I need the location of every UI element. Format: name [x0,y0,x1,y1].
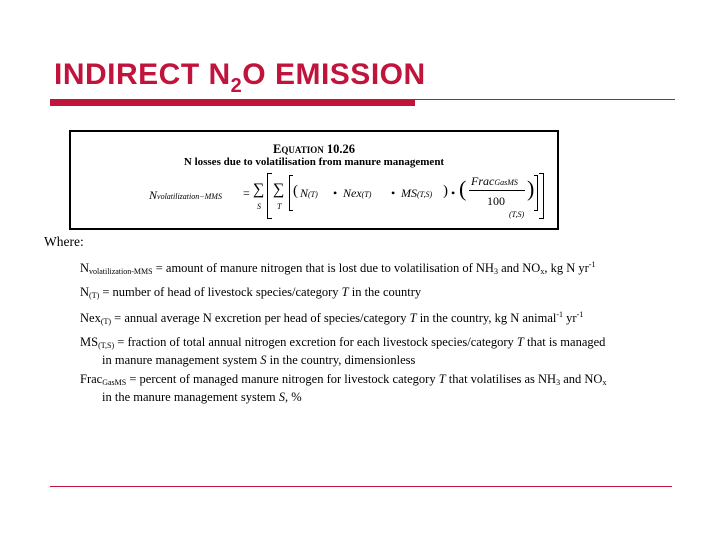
slide-title: INDIRECT $N_2O$ EMISSION [54,58,426,97]
where-label: Where: [44,234,84,249]
sum-outer-index: S [257,202,261,211]
dot-2: • [391,186,396,200]
nex-term: Nex(T) [343,186,372,200]
title-underline-thin [415,99,675,100]
definition-n-volatilization: $N_{volatilization-MMS}$ = amount of manure nitrogen that is lost due to volatilisation of $NH_3$ and $NO_x$, kg N $yr^{-1}$ [80,260,596,276]
equation-subtitle: N losses due to volatilisation from manure management [183,156,445,168]
definition-frac-gasms: Frac$_{GasMS}$ = percent of managed manure nitrogen for livestock category T that volatilises as $NH_3$ and $NO_x$ in the manure management system S, % [80,372,607,404]
left-outer-bracket [267,173,272,219]
definition-ms: $MS_{(T,S)}$ = fraction of total annual nitrogen excretion for each livestock species/category T that is managed in manure management system S in the country, dimensionless [80,334,606,367]
dot-3: • [451,186,456,200]
definition-nex: Nex$_{(T)}$ = annual average N excretion per head of species/category T in the country, kg N animal$^{-1}$ $yr^{-1}$ [80,310,584,326]
right-outer-bracket [539,173,544,219]
n-term: N(T) [300,186,318,200]
sum-inner-index: T [277,202,282,211]
frac-numerator: FracGasMS [471,174,518,188]
definitions-list [80,258,680,410]
ms-term: MS(T,S) [401,186,433,200]
sum-outer-icon: ∑ [253,181,265,198]
right-inner-bracket [534,175,538,211]
title-underline-thick [50,99,415,106]
equals-sign: = [243,186,250,200]
definition-n-head: $N_{(T)}$ = number of head of livestock species/category T in the country [80,284,422,300]
outer-subscript: (T,S) [509,210,525,219]
equation-box [69,130,559,230]
open-paren: ( [293,183,298,199]
lhs-symbol: Nvolatilization−MMS [149,188,222,202]
equation-title: Equation 10.26 [273,142,355,156]
fraction-line [469,190,525,191]
equation-formula [71,170,557,228]
frac-open-paren: ( [459,176,467,201]
frac-close-paren: ) [527,176,535,201]
close-paren: ) [443,183,448,199]
footer-rule [50,486,672,487]
sum-inner-icon: ∑ [273,181,285,198]
dot-1: • [333,186,338,200]
frac-denominator: 100 [487,194,505,208]
